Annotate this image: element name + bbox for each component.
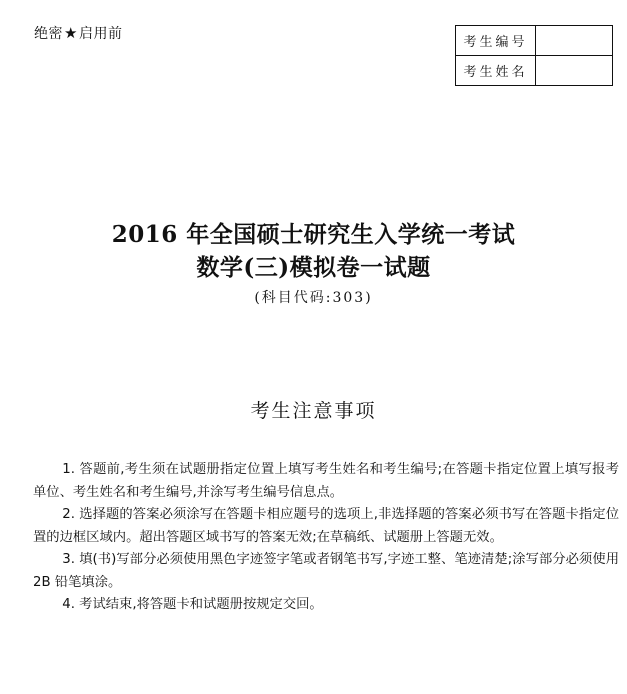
subject-code: (科目代码:303)	[254, 290, 373, 306]
notice-heading: 考生注意事项	[250, 400, 377, 422]
confidentiality-mark	[34, 23, 122, 43]
examinee-name-field[interactable]	[536, 56, 613, 86]
examinee-name-row	[456, 56, 613, 86]
examinee-id-row	[456, 26, 613, 56]
examinee-id-label: 考生编号	[456, 26, 536, 56]
confidentiality-label: 绝密	[34, 26, 63, 42]
notice-item: 3. 填(书)写部分必须使用黑色字迹签字笔或者钢笔书写,字迹工整、笔迹清楚;涂写部分必须使用 2B 铅笔填涂。	[33, 552, 619, 590]
examinee-info-table	[455, 25, 613, 86]
notice-item: 2. 选择题的答案必须涂写在答题卡相应题号的选项上,非选择题的答案必须书写在答题卡指定位置的边框区域内。超出答题区域书写的答案无效;在草稿纸、试题册上答题无效。	[33, 507, 619, 545]
exam-title: 2016 年全国硕士研究生入学统一考试	[111, 221, 516, 248]
examinee-id-field[interactable]	[536, 26, 613, 56]
exam-subtitle: 数学(三)模拟卷一试题	[196, 254, 431, 281]
examinee-name-label: 考生姓名	[456, 56, 536, 86]
notice-list	[33, 459, 619, 617]
notice-item: 1. 答题前,考生须在试题册指定位置上填写考生姓名和考生编号;在答题卡指定位置上填写报考单位、考生姓名和考生编号,并涂写考生编号信息点。	[33, 462, 619, 500]
confidentiality-status: 启用前	[78, 26, 123, 42]
star-icon: ★	[64, 24, 78, 42]
notice-item: 4. 考试结束,将答题卡和试题册按规定交回。	[62, 597, 323, 612]
